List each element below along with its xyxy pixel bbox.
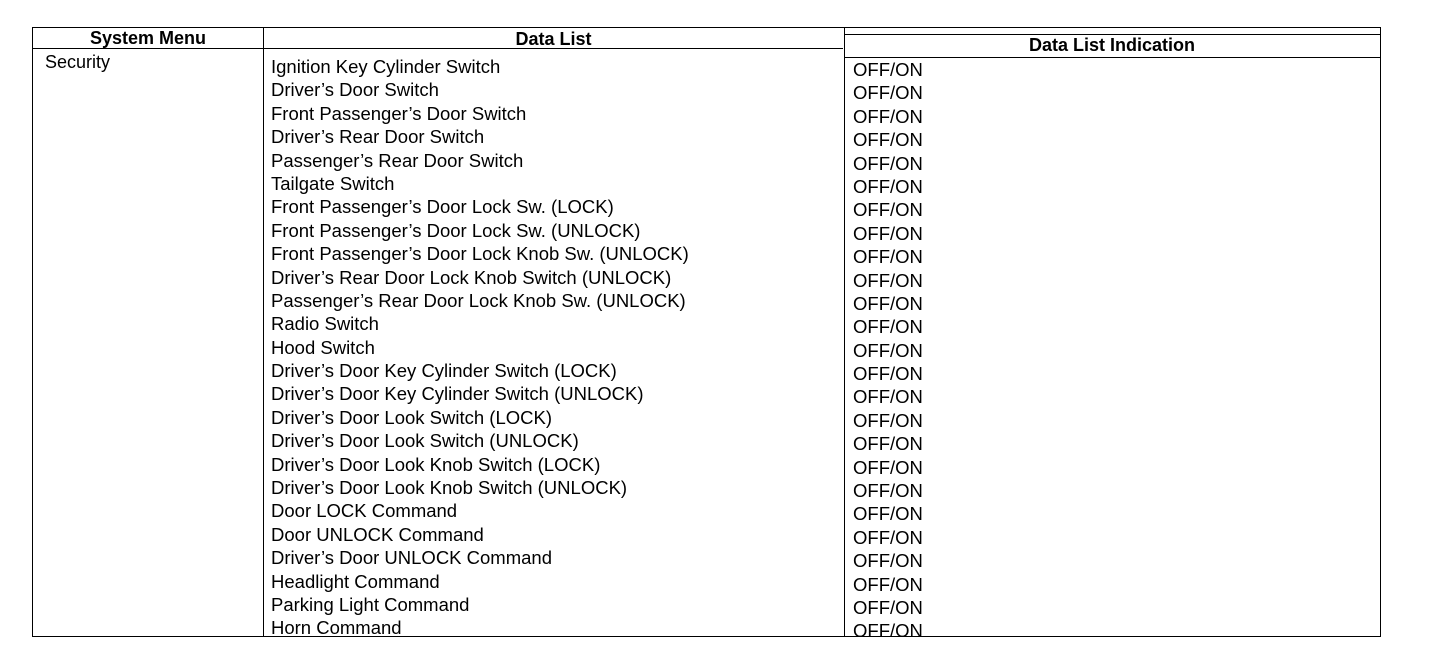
header-data-list-indication: Data List Indication	[1028, 35, 1196, 55]
data-list-item: Driver’s Door Look Knob Switch (LOCK)	[271, 453, 601, 475]
data-list-item: Front Passenger’s Door Switch	[271, 102, 527, 124]
data-list-indication: OFF/ON	[853, 480, 923, 502]
header-divider	[844, 57, 1380, 58]
data-list-indication: OFF/ON	[853, 59, 923, 80]
data-list-item: Passenger’s Rear Door Switch	[271, 149, 524, 171]
data-list-item: Horn Command	[271, 617, 402, 639]
data-list-item: Parking Light Command	[271, 593, 470, 615]
data-list-item: Driver’s Door Switch	[271, 79, 439, 101]
header-divider	[33, 48, 263, 49]
data-list-item: Headlight Command	[271, 570, 440, 592]
data-list-indication: OFF/ON	[853, 175, 923, 197]
data-list-item: Driver’s Rear Door Lock Knob Switch (UNLOCK)	[271, 266, 672, 288]
system-menu-value: Security	[45, 52, 111, 72]
data-list-indication: OFF/ON	[853, 573, 923, 595]
data-list-indication: OFF/ON	[853, 82, 923, 104]
data-list-indication: OFF/ON	[853, 246, 923, 268]
data-list-indication: OFF/ON	[853, 503, 923, 525]
data-list-item: Door UNLOCK Command	[271, 523, 484, 545]
data-list-indication: OFF/ON	[853, 199, 923, 221]
data-list-item: Driver’s Door Key Cylinder Switch (UNLOCK)	[271, 383, 644, 405]
data-list-indication: OFF/ON	[853, 433, 923, 455]
column-divider	[844, 28, 845, 636]
data-list-indication: OFF/ON	[853, 129, 923, 151]
data-list-table	[32, 27, 1381, 642]
data-list-item: Driver’s Rear Door Switch	[271, 126, 485, 148]
data-list-indication: OFF/ON	[853, 456, 923, 478]
data-list-item: Hood Switch	[271, 336, 375, 358]
header-data-list: Data List	[515, 29, 592, 49]
data-list-item: Tailgate Switch	[271, 172, 395, 194]
data-list-item: Front Passenger’s Door Lock Knob Sw. (UNLOCK)	[271, 243, 689, 265]
data-list-indication: OFF/ON	[853, 105, 923, 127]
data-list-item: Front Passenger’s Door Lock Sw. (LOCK)	[271, 196, 614, 218]
data-list-column	[271, 55, 689, 640]
data-list-indication: OFF/ON	[853, 596, 923, 618]
data-list-indication: OFF/ON	[853, 152, 923, 174]
data-list-item: Driver’s Door UNLOCK Command	[271, 547, 552, 569]
indication-column	[853, 58, 923, 643]
data-list-indication: OFF/ON	[853, 339, 923, 361]
data-list-indication: OFF/ON	[853, 363, 923, 385]
data-list-indication: OFF/ON	[853, 292, 923, 314]
data-list-item: Driver’s Door Look Switch (LOCK)	[271, 406, 553, 428]
data-list-indication: OFF/ON	[853, 409, 923, 431]
data-list-indication: OFF/ON	[853, 269, 923, 291]
data-list-indication: OFF/ON	[853, 386, 923, 408]
data-list-indication: OFF/ON	[853, 620, 923, 642]
data-list-item: Radio Switch	[271, 313, 379, 335]
data-list-item: Ignition Key Cylinder Switch	[271, 56, 501, 77]
header-system-menu: System Menu	[89, 28, 207, 48]
data-list-item: Driver’s Door Look Knob Switch (UNLOCK)	[271, 477, 628, 499]
data-list-indication: OFF/ON	[853, 550, 923, 572]
data-list-item: Front Passenger’s Door Lock Sw. (UNLOCK)	[271, 219, 641, 241]
data-list-indication: OFF/ON	[853, 316, 923, 338]
data-list-item: Door LOCK Command	[271, 500, 458, 522]
column-divider	[263, 28, 264, 636]
data-list-item: Driver’s Door Key Cylinder Switch (LOCK)	[271, 360, 617, 382]
data-list-item: Driver’s Door Look Switch (UNLOCK)	[271, 430, 579, 452]
data-list-item: Passenger’s Rear Door Lock Knob Sw. (UNLOCK)	[271, 289, 686, 311]
data-list-indication: OFF/ON	[853, 526, 923, 548]
data-list-indication: OFF/ON	[853, 222, 923, 244]
